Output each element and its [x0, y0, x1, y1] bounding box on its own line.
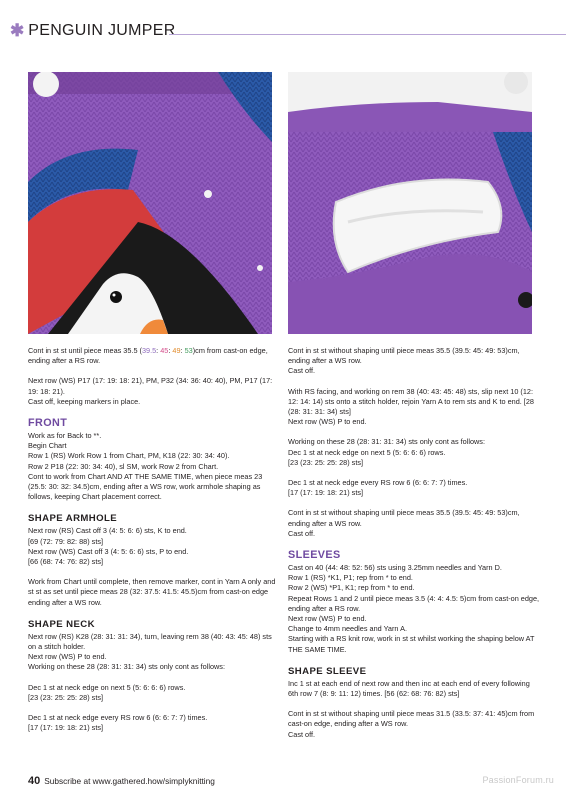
working-line: [23 (23: 25: 25: 28) sts]: [288, 457, 364, 467]
sleeves-line: Next row (WS) P to end.: [288, 614, 367, 624]
neck-paragraph: [28, 632, 281, 673]
front-line: Row 1 (RS) Work Row 1 from Chart, PM, K18 (22: 30: 34: 40).: [28, 451, 230, 461]
front-line: Cont to work from Chart AND AT THE SAME TIME, when piece meas 23 (25.5: 30: 32: 34.5)cm, ending after a WS row, work armhole shaping as follows, keeping Chart placement correct.: [28, 471, 263, 502]
shape-neck-heading: SHAPE NECK: [28, 618, 95, 630]
rs-facing-text: With RS facing, and working on rem 38 (40: 43: 45: 48) sts, slip next 10 (12: 12: 14: 14) sts onto a stitch holder, rejoin Yarn A to rem sts and K to end. [28 (28: 31: 31: 34) sts]: [288, 386, 534, 417]
sleeves-line: Change to 4mm needles and Yarn A.: [288, 624, 407, 634]
sleeves-heading: SLEEVES: [288, 549, 341, 562]
cast-off-text: Cast off.: [288, 528, 316, 538]
page-title: PENGUIN JUMPER: [28, 22, 176, 39]
penguin-jumper-sleeve-photo: [288, 72, 532, 334]
armhole-line: [69 (72: 79: 82: 88) sts]: [28, 536, 104, 546]
next-row-text: Next row (WS) P to end.: [288, 417, 367, 427]
cont-without-paragraph: [288, 508, 541, 539]
next-row-paragraph: [28, 376, 281, 407]
intro-paragraph: Cont in st st until piece meas 35.5 (39.5: 45: 49: 53)cm from cast-on edge, ending after a RS row.: [28, 346, 268, 366]
working-line: Dec 1 st at neck edge on next 5 (5: 6: 6: 6) rows.: [288, 447, 446, 457]
rs-facing-paragraph: [288, 387, 541, 428]
front-line: Row 2 P18 (22: 30: 34: 40), sl SM, work Row 2 from Chart.: [28, 461, 219, 471]
dec-every-line: [17 (17: 19: 18: 21) sts]: [288, 488, 364, 498]
cast-off-text: Cast off.: [288, 366, 316, 376]
page-header: [10, 20, 176, 42]
shape-armhole-heading: SHAPE ARMHOLE: [28, 513, 118, 525]
armhole-line: Next row (RS) Cast off 3 (4: 5: 6: 6) sts, K to end.: [28, 526, 187, 536]
dec-every-paragraph: [288, 478, 541, 498]
intro-text-1: Cont in st st until piece meas 35.5 (: [28, 346, 142, 355]
sleeves-line: Repeat Rows 1 and 2 until piece meas 3.5 (4: 4: 4.5: 5)cm from cast-on edge, ending after a RS row.: [288, 593, 540, 613]
page-footer: [28, 775, 215, 787]
dec-line: [17 (17: 19: 18: 21) sts]: [28, 723, 104, 733]
dec-line: Dec 1 st at neck edge on next 5 (5: 6: 6: 6) rows.: [28, 682, 186, 692]
size-value: 49: [172, 346, 181, 355]
dec-line: Dec 1 st at neck edge every RS row 6 (6: 6: 7: 7) times.: [28, 713, 208, 723]
sleeves-line: Row 2 (WS) *P1, K1; rep from * to end.: [288, 583, 415, 593]
dec-every-line: Dec 1 st at neck edge every RS row 6 (6: 6: 7: 7) times.: [288, 478, 468, 488]
armhole-line: [66 (68: 74: 76: 82) sts]: [28, 557, 104, 567]
shape-sleeve-line: Inc 1 st at each end of next row and then inc at each end of every following 6th row 7 (8: 9: 11: 12) times. [56 (62: 68: 76: 82) sts]: [288, 678, 530, 699]
final-paragraph: [288, 709, 541, 740]
sleeves-line: Row 1 (RS) *K1, P1; rep from * to end.: [288, 573, 413, 583]
neck-line: Next row (WS) P to end.: [28, 652, 107, 662]
working-line: Working on these 28 (28: 31: 31: 34) sts only cont as follows:: [288, 437, 485, 447]
subscribe-link[interactable]: Subscribe at www.gathered.how/simplyknitting: [44, 776, 215, 786]
dec-paragraph: [28, 683, 281, 734]
front-line: Work as for Back to **.: [28, 431, 102, 441]
right-intro-paragraph: [288, 346, 541, 377]
shape-sleeve-paragraph: [288, 679, 541, 699]
size-value: 53: [184, 346, 193, 355]
working-paragraph: [288, 437, 541, 468]
asterisk-icon: ✱: [10, 21, 25, 40]
neck-line: Working on these 28 (28: 31: 31: 34) sts only cont as follows:: [28, 662, 225, 672]
armhole-line: Next row (WS) Cast off 3 (4: 5: 6: 6) sts, P to end.: [28, 546, 189, 556]
page-number: 40: [28, 775, 41, 787]
cont-without-text: Cont in st st without shaping until piece meas 35.5 (39.5: 45: 49: 53)cm, ending after a WS row.: [288, 508, 520, 528]
right-text-column: [288, 346, 541, 750]
penguin-jumper-front-photo: [28, 72, 272, 334]
front-line: Begin Chart: [28, 441, 67, 451]
sleeves-line: Starting with a RS knit row, work in st st whilst working the shaping below AT THE SAME TIME.: [288, 634, 535, 654]
armhole-paragraph: [28, 526, 281, 567]
cast-off-text: Cast off, keeping markers in place.: [28, 396, 141, 406]
right-intro-text: Cont in st st without shaping until piece meas 35.5 (39.5: 45: 49: 53)cm, ending after a WS row.: [288, 346, 520, 366]
sleeves-paragraph: [288, 563, 541, 655]
final-text: Cont in st st without shaping until piece meas 31.5 (33.5: 37: 41: 45)cm from cast-on edge, ending after a WS row.: [288, 709, 535, 729]
watermark: PassionForum.ru: [482, 775, 554, 785]
work-chart-paragraph: Work from Chart until complete, then remove marker, cont in Yarn A only and st st as set until piece meas 28 (32: 37.5: 41.5: 45.5)cm from cast-on edge ending after a WS row.: [28, 577, 276, 607]
sleeves-line: Cast on 40 (44: 48: 52: 56) sts using 3.25mm needles and Yarn D.: [288, 563, 502, 573]
dec-line: [23 (23: 25: 25: 28) sts]: [28, 692, 104, 702]
next-row-text: Next row (WS) P17 (17: 19: 18: 21), PM, P32 (34: 36: 40: 40), PM, P17 (17: 19: 18: 21).: [28, 376, 273, 396]
shape-sleeve-heading: SHAPE SLEEVE: [288, 665, 367, 677]
size-value: 45: [160, 346, 169, 355]
header-rule: [169, 34, 566, 35]
left-text-column: [28, 346, 281, 743]
neck-line: Next row (RS) K28 (28: 31: 31: 34), turn, leaving rem 38 (40: 43: 45: 48) sts on a stitch holder.: [28, 631, 272, 652]
front-paragraph: [28, 431, 281, 502]
cast-off-text: Cast off.: [288, 729, 316, 739]
front-heading: FRONT: [28, 417, 68, 430]
size-value: 39.5: [141, 346, 157, 355]
intro-text-2: )cm from cast-on edge, ending after a RS row.: [28, 346, 268, 366]
